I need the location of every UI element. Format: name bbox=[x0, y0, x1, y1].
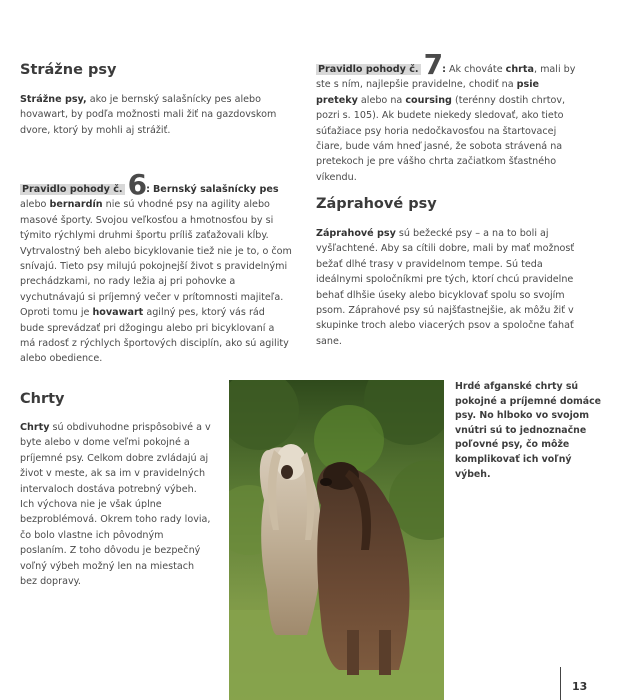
page-number: 13 bbox=[572, 680, 588, 693]
guard-dogs-paragraph bbox=[20, 92, 290, 138]
rule-6-text-3: agilný pes, ktorý vás rád bude sprevádzať pri džogingu alebo pri bicyklovaní a má radosť z rýchlych športových disciplín, ako sú agility alebo obedience. bbox=[20, 307, 289, 365]
section-title-sled-dogs: Záprahové psy bbox=[316, 196, 437, 212]
section-title-sighthounds: Chrty bbox=[20, 391, 65, 407]
rule-7-text-2: , mali by ste s ním, najlepšie pravidelne, chodiť na bbox=[316, 64, 576, 91]
rule-6-bold-hovawart: hovawart bbox=[92, 307, 144, 319]
rule-6-text-2: nie sú vhodné psy na agility alebo masové športy. Svojou veľkosťou a hmotnosťou by si týmito rýchlymi druhmi športu príliš zaťažovali kĺby. Vytrvalostný beh alebo bicyklovanie tiež nie je to, o čom snívajú. Tieto psy milujú pokojnejší život s pravidelnými prechádzkami, no rady ležia aj pri pohovke a vychutnávajú si príjemný večer v prítomnosti majiteľa. Oproti tomu je bbox=[20, 199, 292, 319]
sled-dogs-paragraph bbox=[316, 226, 582, 349]
guard-dogs-lead: Strážne psy, bbox=[20, 94, 87, 105]
sled-dogs-text: sú bežecké psy – a na to boli aj vyšľachtené. Aby sa cítili dobre, mali by mať možnosť bežať dlhé trasy v pravidelnom tempe. Sú teda ideálnymi spoločníkmi pre tých, ktorí chcú pravidelne behať dlhšie úseky alebo bicyklovať spolu so svojím psom. Záprahové psy sú najšťastnejšie, ak môžu žiť v skupinke troch alebo viacerých psov a spoločne ťahať sane. bbox=[316, 228, 575, 347]
page-number-divider bbox=[560, 667, 561, 700]
afghan-hounds-illustration bbox=[229, 380, 444, 700]
rule-6-lead: Bernský salašnícky pes bbox=[153, 184, 279, 195]
rule-7-text-4: (terénny dostih chrtov, pozri s. 105). Ak budete niekedy sledovať, ako tieto súťažiace psy horia nedočkavosťou na štartovacej čiare, bude vám hneď jasné, že sobota strávená na pretekoch je pre vášho chrta začiatkom šťastného víkendu. bbox=[316, 94, 566, 183]
rule-7-bold-coursing: coursing bbox=[405, 94, 452, 106]
rule-7-colon: : bbox=[442, 64, 446, 75]
photo-caption: Hrdé afganské chrty sú pokojné a príjemné domáce psy. No hlboko vo svojom vnútri sú to jednoznačne poľovné psy, čo môže komplikovať ich voľný výbeh. bbox=[455, 381, 602, 480]
sighthounds-lead: Chrty bbox=[20, 422, 50, 433]
rule-6-box bbox=[20, 168, 292, 367]
rule-7-text-1: Ak chováte bbox=[445, 64, 506, 75]
rule-6-number: 6 bbox=[127, 168, 147, 201]
rule-6-label: Pravidlo pohody č. bbox=[22, 184, 123, 195]
guard-dogs-text: ako je bernský salašnícky pes alebo hovawart, by podľa možnosti mali žiť na gazdovskom dvore, ktorý by mohli aj strážiť. bbox=[20, 94, 277, 136]
rule-7-number: 7 bbox=[423, 48, 443, 81]
rule-7-label: Pravidlo pohody č. bbox=[318, 64, 419, 75]
rule-6-text-1: alebo bbox=[20, 199, 50, 211]
rule-6-bold-bernardin: bernardín bbox=[49, 199, 103, 211]
sled-dogs-lead: Záprahové psy bbox=[316, 228, 396, 239]
afghan-hounds-photo bbox=[229, 380, 444, 700]
rule-7-bold-races: psie preteky bbox=[316, 79, 540, 106]
sighthounds-text: sú obdivuhodne prispôsobivé a v byte alebo v dome veľmi pokojné a príjemné psy. Celkom dobre zvládajú aj život v meste, ak sa im v pravidelných intervaloch dostáva potrebný výbeh. Ich výchova nie je však úplne bezproblémová. Okrem toho rady lovia, čo bolo vlastne ich pôvodným poslaním. Z toho dôvodu je bezpečný voľný výbeh možný len na miestach bez dopravy. bbox=[20, 422, 211, 588]
section-title-guard-dogs: Strážne psy bbox=[20, 62, 117, 78]
rule-7-bold-chrt: chrta bbox=[505, 64, 534, 75]
rule-7-box bbox=[316, 48, 578, 185]
rule-7-text-3: alebo na bbox=[357, 94, 406, 106]
sighthounds-paragraph bbox=[20, 420, 212, 589]
rule-6-colon: : bbox=[146, 184, 150, 195]
